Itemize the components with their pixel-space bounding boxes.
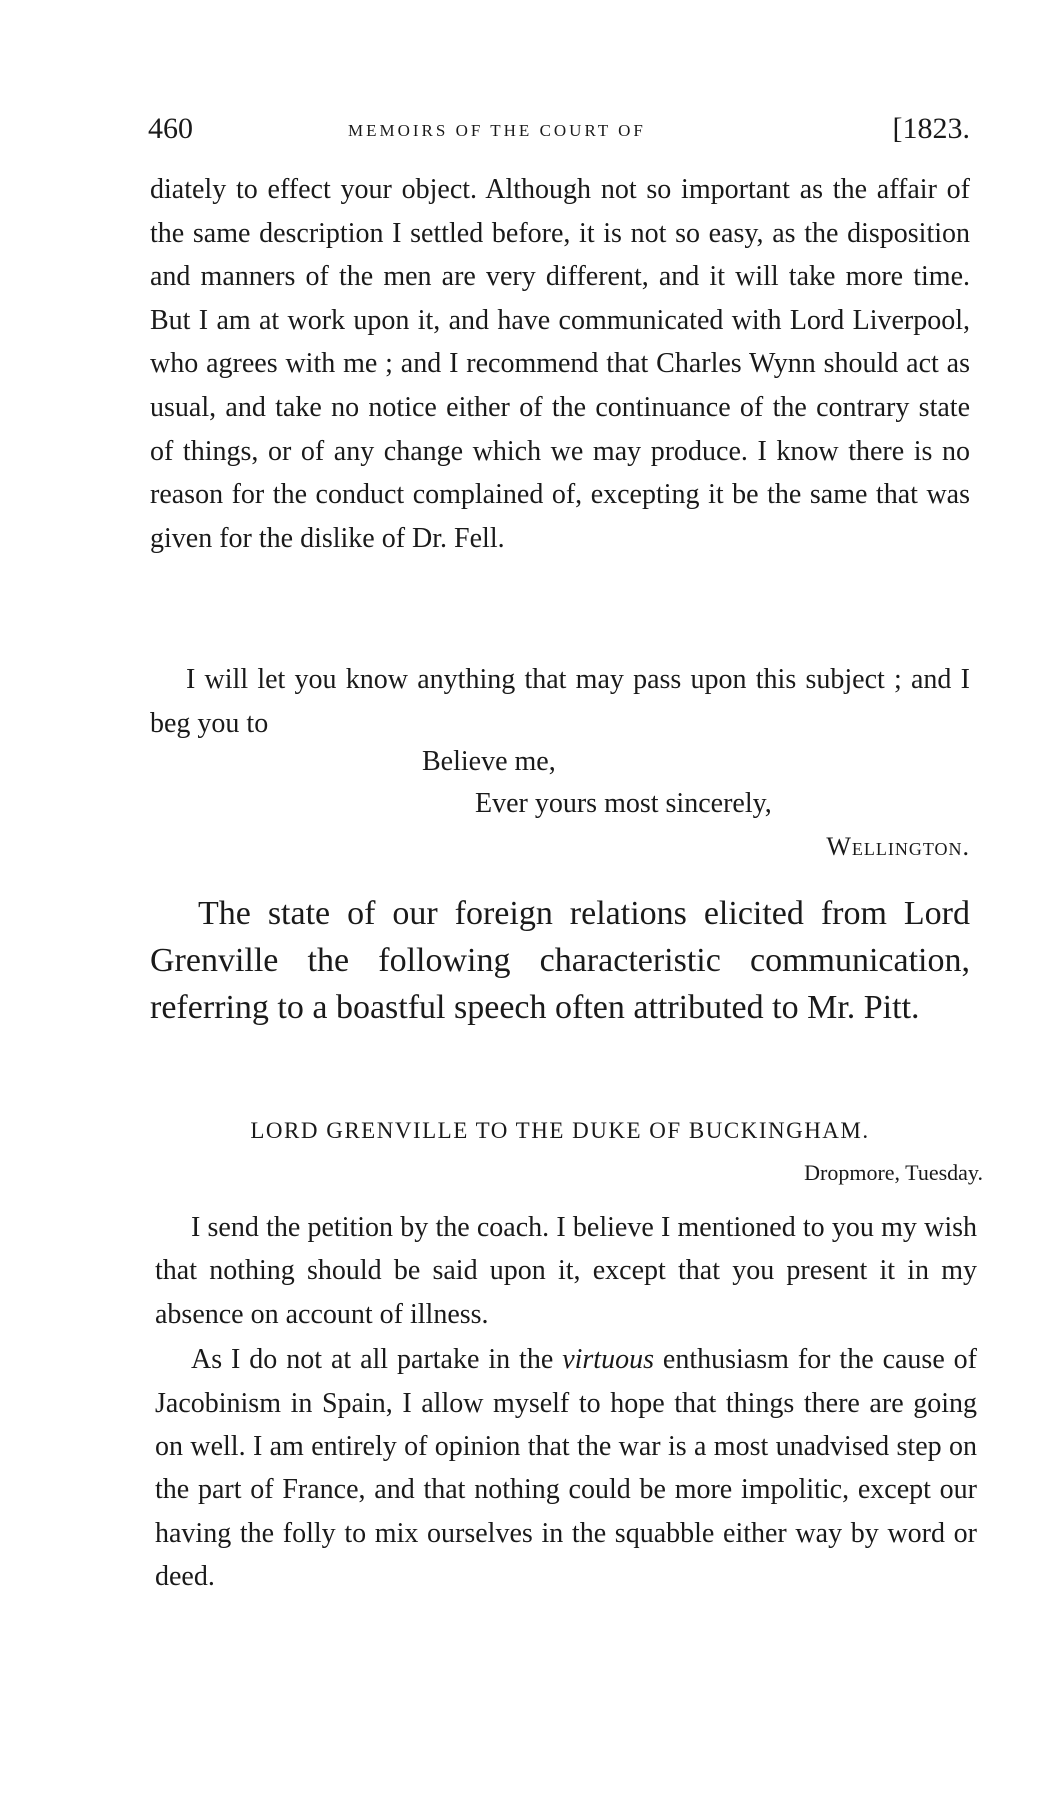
narrative-paragraph [150, 890, 970, 1031]
letter2-para2 [155, 1338, 977, 1598]
letter2-para2-italic: virtuous [562, 1344, 654, 1376]
letter2-para1: I send the petition by the coach. I believe I mentioned to you my wish that nothing should be said upon it, except that you present it in my absence on account of illness. [155, 1212, 977, 1330]
letter1-closing-1: Believe me, [422, 746, 556, 777]
letter2-body [155, 1206, 977, 1599]
narrative-text: The state of our foreign relations elicited from Lord Grenville the following characteristic communication, referring to a boastful speech often attributed to Mr. Pitt. [150, 895, 970, 1026]
letter1-signature: Wellington. [826, 832, 970, 861]
letter1-para2-text: I will let you know anything that may pass upon this subject ; and I beg you to [150, 664, 970, 739]
running-year: [1823. [892, 112, 970, 145]
letter2-dateline: Dropmore, Tuesday. [804, 1160, 983, 1185]
letter2-para2-start: As I do not at all partake in the [191, 1344, 554, 1376]
page-number: 460 [148, 112, 193, 145]
letter1-para1-text: diately to effect your object. Although not so important as the affair of the same description I settled before, it is not so easy, as the disposition and manners of the men are very different, and it will take more time. But I am at work upon it, and have communicated with Lord Liverpool, who agrees with me ; and I recommend that Charles Wynn should act as usual, and take no notice either of the continuance of the contrary state of things, or of any change which we may produce. I know there is no reason for the conduct complained of, excepting it be the same that was given for the dislike of Dr. Fell. [150, 174, 970, 554]
letter1-paragraph-1 [150, 168, 970, 560]
letter2-para2-end: enthusiasm for the cause of Jacobinism in Spain, I allow myself to hope that things there are going on well. I am entirely of opinion that the war is a most unadvised step on the part of France, and that nothing could be more impolitic, except our having the folly to mix ourselves in the squabble either way by word or deed. [155, 1344, 977, 1593]
running-title: MEMOIRS OF THE COURT OF [348, 121, 646, 140]
letter1-closing-2: Ever yours most sincerely, [475, 788, 772, 819]
letter2-heading: LORD GRENVILLE TO THE DUKE OF BUCKINGHAM. [250, 1118, 870, 1143]
running-head [148, 112, 970, 152]
letter1-paragraph-2 [150, 658, 970, 745]
